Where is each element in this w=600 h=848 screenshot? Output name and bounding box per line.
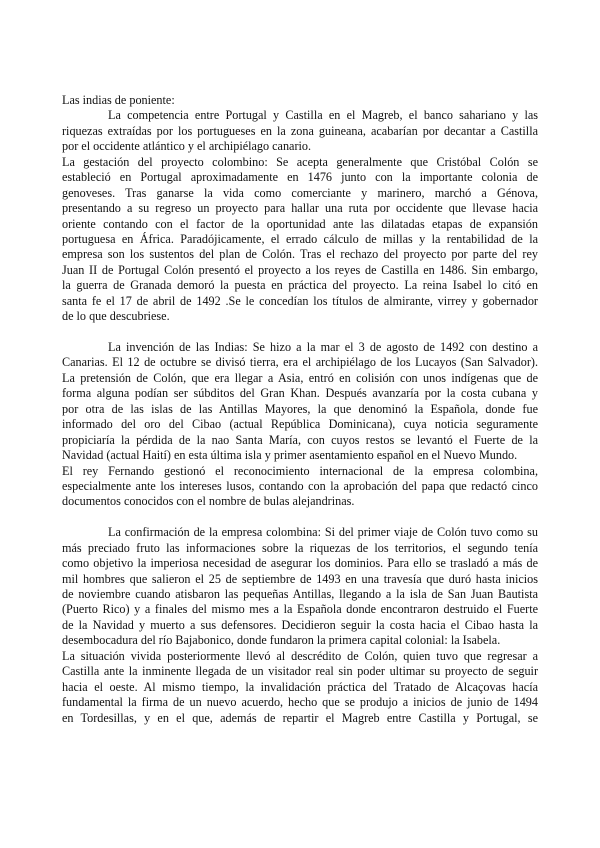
text-line: riquezas extraídas por los portugueses en la zona guineana, acabarían por decantar a Castilla	[62, 123, 538, 138]
text-line: de noviembre cuando atisbaron las pequeñas Antillas, llegando a la isla de San Juan Bautista	[62, 587, 538, 601]
text-line: La situación vivida posteriormente llevó al descrédito de Colón, quien tuvo que regresar a	[62, 648, 538, 663]
text-line: La invención de las Indias: Se hizo a la mar el 3 de agosto de 1492 con destino a	[108, 340, 538, 354]
text-line: fundamental la firma de un nuevo acuerdo, hecho que se produjo a inicios de junio de 1494	[62, 695, 538, 710]
text-line: por otra de las islas de las Antillas Mayores, la que denominó la Española, donde fue	[62, 401, 538, 416]
paragraph	[62, 108, 538, 154]
text-line: genoveses. Tras ganarse la vida como comerciante y marinero, marchó a Génova,	[62, 185, 538, 200]
text-line: hacia el oeste. Al mismo tiempo, la invalidación práctica del Tratado de Alcaçovas hacía	[62, 679, 538, 694]
text-line: documentos conocidos con el nombre de bulas alejandrinas.	[62, 494, 355, 509]
paragraph	[62, 340, 538, 464]
text-line: de la Navidad y muerto a sus defensores. Decidieron seguir la costa hacia el Cibao hasta la	[62, 617, 538, 632]
text-line: por el occidente atlántico y el archipiélago canario.	[62, 139, 312, 154]
text-line: como objetivo la imperiosa necesidad de asegurar los dominios. Para ello se trasladó a más de	[62, 556, 538, 571]
text-line: Navidad (actual Haití) en esta última isla y primer asentamiento español en el Nuevo Mundo.	[62, 448, 518, 463]
paragraph	[62, 155, 538, 325]
text-line: santa fe el 17 de abril de 1492 .Se le concedían los títulos de almirante, virrey y gobernador	[62, 293, 538, 308]
paragraph	[62, 464, 538, 510]
text-line: oriente contando con el factor de la oportunidad ante las dilatadas etapas de expansión	[62, 216, 538, 231]
paragraph	[62, 649, 538, 726]
text-line: La pretensión de Colón, que era llegar a Asia, entró en colisión con unos indígenas que de	[62, 370, 538, 385]
text-line: propiciaría la pérdida de la nao Santa María, con cuyos restos se levantó el Fuerte de la	[62, 432, 538, 447]
text-line: presentando a su regreso un proyecto para hallar una ruta por occidente que llevase hacia	[62, 201, 538, 216]
text-line: en Tordesillas, y en el que, además de repartir el Magreb entre Castilla y Portugal, se	[62, 710, 538, 725]
text-line: Las indias de poniente:	[62, 93, 175, 107]
document-page	[62, 93, 538, 726]
text-line: El rey Fernando gestionó el reconocimiento internacional de la empresa colombina,	[62, 463, 538, 478]
text-line: La competencia entre Portugal y Castilla en el Magreb, el banco sahariano y las	[108, 108, 538, 123]
text-line: Canarias. El 12 de octubre se divisó tierra, era el archipiélago de los Lucayos (San Salvador).	[62, 355, 538, 370]
text-line: estableció en Portugal aproximadamente en 1476 junto con la importante colonia de	[62, 170, 538, 185]
text-line: La gestación del proyecto colombino: Se acepta generalmente que Cristóbal Colón se	[62, 154, 538, 169]
paragraph-spacer	[62, 325, 538, 340]
text-line: Castilla ante la inminente llegada de un visitador real sin poder ultimar su proyecto de seguir	[62, 664, 538, 679]
text-line: de lo que descubriese.	[62, 309, 170, 324]
text-line: portuguesa en África. Paradójicamente, el errado cálculo de millas y la rentabilidad de la	[62, 231, 538, 246]
text-line: desembocadura del río Bajabonico, donde fundaron la primera capital colonial: la Isabela.	[62, 633, 501, 648]
text-line: mil hombres que salieron el 25 de septiembre de 1493 en una travesía que duró hasta inicios	[62, 571, 538, 586]
text-line: Juan II de Portugal Colón presentó el proyecto a los reyes de Castilla en 1486. Sin embargo,	[62, 262, 538, 277]
text-line: la guerra de Granada demoró la puesta en práctica del proyecto. La reina Isabel lo citó en	[62, 278, 538, 293]
paragraph-spacer	[62, 510, 538, 525]
section-heading	[62, 93, 538, 108]
text-line: informado del oro del Cibao (actual República Dominicana), cuya noticia seguramente	[62, 417, 538, 432]
text-line: más preciado fruto las informaciones sobre la riquezas de los territorios, el segundo tenía	[62, 540, 538, 555]
text-line: La confirmación de la empresa colombina: Si del primer viaje de Colón tuvo como su	[108, 525, 538, 540]
text-line: forma alguna podían ser súbditos del Gran Khan. Después avanzaría por la costa cubana y	[62, 386, 538, 401]
text-line: (Puerto Rico) y a finales del mismo mes a la Española donde encontraron destruido el Fuerte	[62, 602, 538, 617]
text-line: empresa son los sustentos del plan de Colón. Tras el rechazo del proyecto por parte del rey	[62, 247, 538, 262]
paragraph	[62, 525, 538, 649]
text-line: especialmente ante los intereses lusos, contando con la aprobación del papa que redactó cinco	[62, 478, 538, 493]
